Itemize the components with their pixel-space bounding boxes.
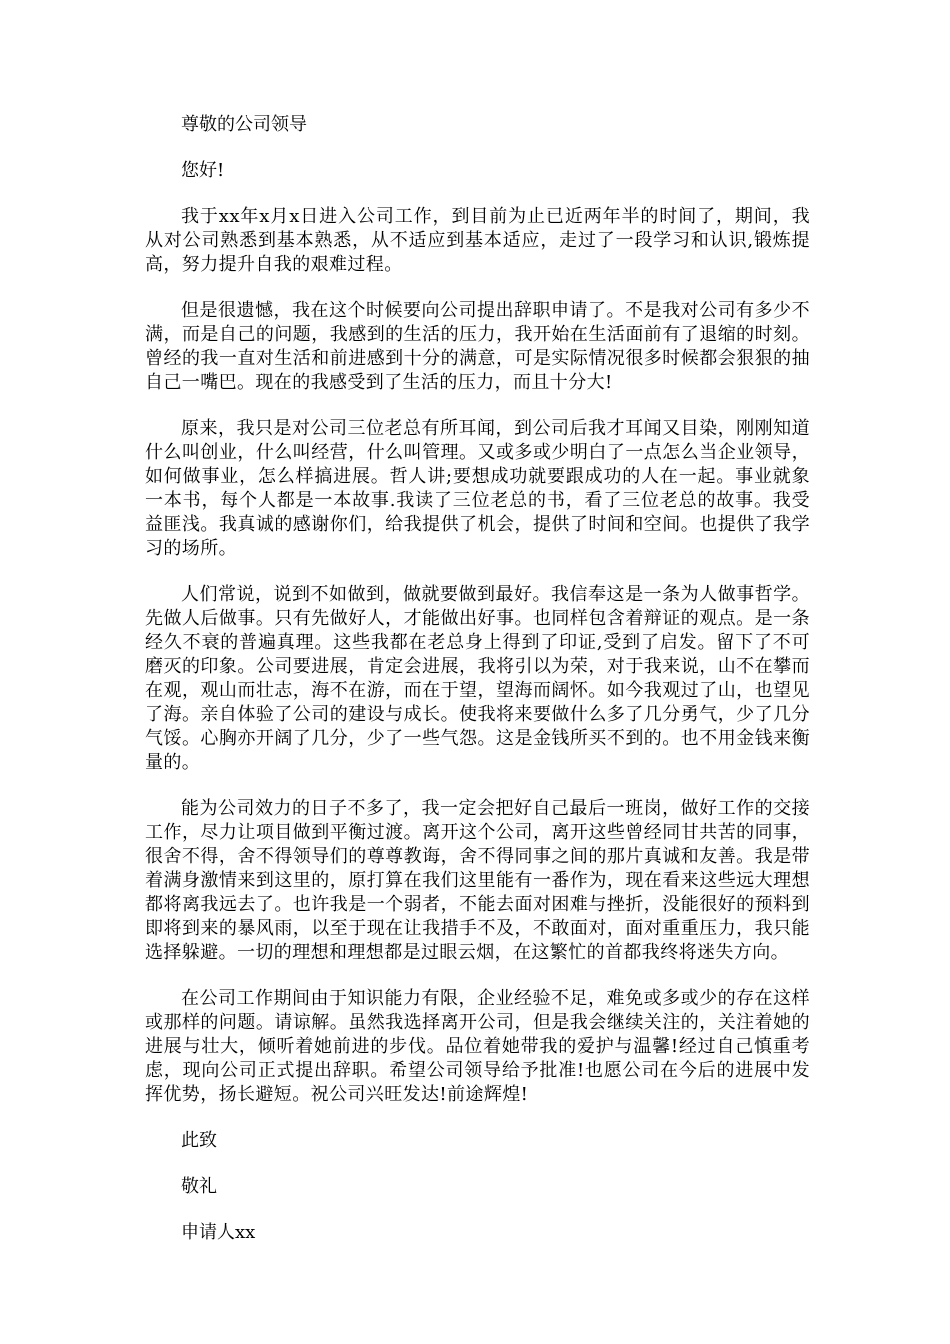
closing-cizhi: 此致 <box>181 1130 217 1151</box>
closing-jingli: 敬礼 <box>181 1176 217 1197</box>
signature: 申请人xx <box>181 1222 256 1243</box>
paragraph-4: 人们常说，说到不如做到，做就要做到最好。我信奉这是一条为人做事哲学。先做人后做事。只有先做好人，才能做出好事。也同样包含着辩证的观点。是一条经久不衰的普遍真理。这些我都在老总身上得到了印证,受到了启发。留下了不可磨灭的印象。公司要进展，肯定会进展，我将引以为荣，对于我来说，山不在攀而在观，观山而壮志，海不在游，而在于望，望海而阔怀。如今我观过了山，也望见了海。亲自体验了公司的建设与成长。使我将来要做什么多了几分勇气，少了几分气馁。心胸亦开阔了几分，少了一些气怨。这是金钱所买不到的。也不用金钱来衡量的。 <box>145 584 810 773</box>
paragraph-1: 我于xx年x月x日进入公司工作，到目前为止已近两年半的时间了，期间，我从对公司熟悉到基本熟悉，从不适应到基本适应，走过了一段学习和认识,锻炼提高，努力提升自我的艰难过程。 <box>145 206 810 275</box>
paragraph-2: 但是很遗憾，我在这个时候要向公司提出辞职申请了。不是我对公司有多少不满，而是自己的问题，我感到的生活的压力，我开始在生活面前有了退缩的时刻。曾经的我一直对生活和前进感到十分的满意，可是实际情况很多时候都会狠狠的抽自己一嘴巴。现在的我感受到了生活的压力，而且十分大! <box>145 300 810 393</box>
greeting: 您好! <box>181 160 225 181</box>
paragraph-3: 原来，我只是对公司三位老总有所耳闻，到公司后我才耳闻又目染，刚刚知道什么叫创业，什么叫经营，什么叫管理。又或多或少明白了一点怎么当企业领导，如何做事业，怎么样搞进展。哲人讲;要想成功就要跟成功的人在一起。事业就象一本书，每个人都是一本故事.我读了三位老总的书，看了三位老总的故事。我受益匪浅。我真诚的感谢你们，给我提供了机会，提供了时间和空间。也提供了我学习的场所。 <box>145 418 810 559</box>
salutation: 尊敬的公司领导 <box>181 114 307 135</box>
paragraph-6: 在公司工作期间由于知识能力有限，企业经验不足，难免或多或少的存在这样或那样的问题。请谅解。虽然我选择离开公司，但是我会继续关注的，关注着她的进展与壮大，倾听着她前进的步伐。品位着她带我的爱护与温馨!经过自己慎重考虑，现向公司正式提出辞职。希望公司领导给予批准!也愿公司在今后的进展中发挥优势，扬长避短。祝公司兴旺发达!前途辉煌! <box>145 988 810 1105</box>
resignation-letter <box>145 113 810 1267</box>
paragraph-5: 能为公司效力的日子不多了，我一定会把好自己最后一班岗，做好工作的交接工作，尽力让项目做到平衡过渡。离开这个公司，离开这些曾经同甘共苦的同事，很舍不得，舍不得领导们的尊尊教诲，舍不得同事之间的那片真诚和友善。我是带着满身激情来到这里的，原打算在我们这里能有一番作为，现在看来这些远大理想都将离我远去了。也许我是一个弱者，不能去面对困难与挫折，没能很好的预料到即将到来的暴风雨，以至于现在让我措手不及，不敢面对，面对重重压力，我只能选择躲避。一切的理想和理想都是过眼云烟，在这繁忙的首都我终将迷失方向。 <box>145 798 810 963</box>
